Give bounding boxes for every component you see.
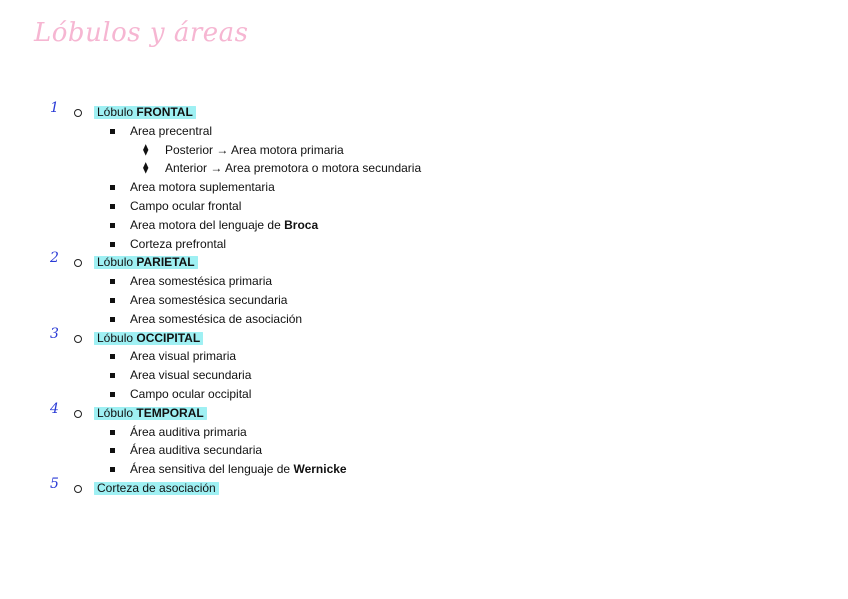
area-text: Area visual secundaria	[130, 368, 252, 383]
diamond-bullet-icon: ⧫	[143, 162, 149, 175]
lobe-number: 1	[50, 100, 59, 116]
lobe-label	[94, 479, 219, 498]
area-text: Corteza prefrontal	[130, 236, 227, 251]
hollow-bullet-icon	[74, 109, 82, 117]
square-bullet-icon	[110, 129, 115, 134]
area-text: Campo ocular occipital	[130, 387, 252, 401]
area-label	[130, 197, 241, 216]
hollow-bullet-icon	[74, 335, 82, 343]
lobe-number: 5	[50, 476, 59, 492]
lobe-label	[94, 329, 203, 348]
area-text: Area motora suplementaria	[130, 180, 275, 195]
area-label	[130, 366, 251, 385]
sub-area-label: Posterior → Area motora primaria	[165, 142, 344, 157]
area-text: Área auditiva secundaria	[130, 443, 263, 458]
square-bullet-icon	[110, 373, 115, 378]
area-label	[130, 385, 251, 404]
lobe-number: 3	[50, 325, 59, 342]
area-text: Área auditiva primaria	[130, 424, 247, 439]
area-label	[130, 235, 226, 254]
square-bullet-icon	[110, 354, 115, 359]
area-label	[130, 423, 247, 442]
lobe-label	[94, 103, 196, 122]
area-emphasis: Wernicke	[293, 462, 347, 477]
lobe-number: 4	[50, 400, 59, 417]
hollow-bullet-icon	[74, 485, 82, 493]
lobe-label	[94, 253, 198, 272]
hollow-bullet-icon	[74, 259, 82, 267]
square-bullet-icon	[110, 317, 115, 322]
lobe-name: OCCIPITAL	[136, 330, 201, 345]
area-emphasis: Broca	[284, 217, 319, 232]
area-text: Area precentral	[130, 123, 213, 138]
area-label	[130, 216, 318, 235]
lobe-number: 2	[50, 250, 59, 267]
area-text: Area motora del lenguaje de	[130, 217, 285, 232]
area-label	[130, 441, 262, 460]
area-text: Area somestésica de asociación	[130, 311, 303, 326]
diamond-bullet-icon: ⧫	[143, 143, 149, 156]
square-bullet-icon	[110, 448, 115, 453]
area-text: Area somestésica primaria	[130, 274, 273, 289]
area-label	[130, 460, 347, 479]
square-bullet-icon	[110, 185, 115, 190]
square-bullet-icon	[110, 392, 115, 397]
area-text: Área sensitiva del lenguaje de	[130, 462, 294, 477]
lobe-prefix: Lóbulo	[97, 330, 137, 345]
square-bullet-icon	[110, 430, 115, 435]
lobe-name: FRONTAL	[136, 105, 193, 119]
lobe-prefix: Lóbulo	[97, 255, 137, 270]
area-label	[130, 310, 302, 329]
square-bullet-icon	[110, 242, 115, 247]
area-text: Campo ocular frontal	[130, 199, 242, 213]
square-bullet-icon	[110, 223, 115, 228]
lobe-name: PARIETAL	[136, 255, 195, 270]
lobe-label	[94, 404, 207, 423]
area-label	[130, 272, 272, 291]
area-label	[130, 178, 275, 197]
square-bullet-icon	[110, 279, 115, 284]
area-label	[130, 122, 212, 141]
area-label	[130, 291, 287, 310]
page-title: Lóbulos y áreas	[34, 18, 249, 48]
area-text: Area somestésica secundaria	[130, 293, 288, 307]
lobe-prefix: Lóbulo	[97, 405, 137, 420]
area-label	[130, 347, 236, 366]
square-bullet-icon	[110, 467, 115, 472]
square-bullet-icon	[110, 298, 115, 303]
sub-area-label: Anterior → Area premotora o motora secundaria	[165, 161, 422, 176]
hollow-bullet-icon	[74, 410, 82, 418]
lobe-prefix: Corteza de asociación	[97, 481, 216, 495]
lobe-prefix: Lóbulo	[97, 105, 137, 119]
area-text: Area visual primaria	[130, 349, 237, 364]
square-bullet-icon	[110, 204, 115, 209]
lobe-name: TEMPORAL	[136, 405, 204, 420]
